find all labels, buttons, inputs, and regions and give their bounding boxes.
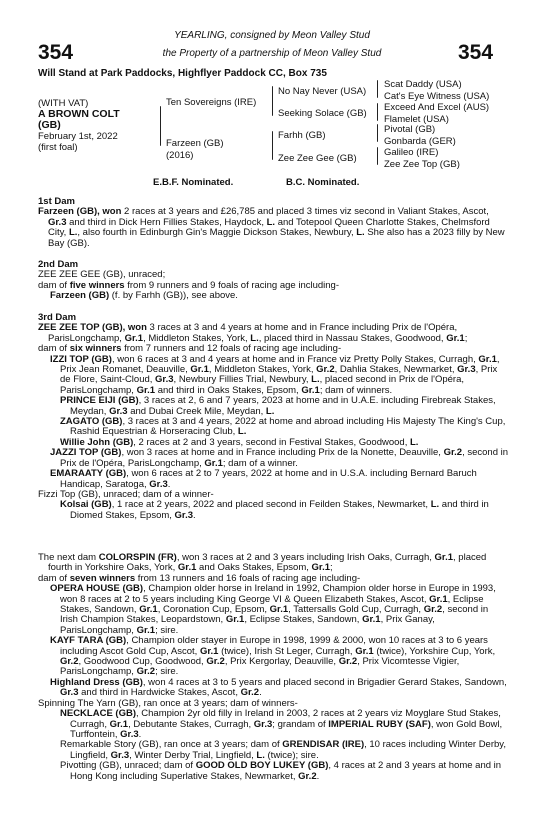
- kayf-tara-entry: KAYF TARA (GB), Champion older stayer in Europe in 1998, 1999 & 2000, won 10 races at 3 to 6 years including Ascot Gold Cup, Ascot, Gr.1 (twice), Irish St Leger, Curragh, Gr.1 (twice), Yorkshire Cup, York, Gr.2, Goodwood Cup, Goodwood, Gr.2, Prix Kergorlay, Deauville, Gr.2, Prix Vicomtesse Vigier, ParisLongchamp, Gr.2; sire.: [50, 635, 496, 678]
- third-dam-intro: ZEE ZEE TOP (GB), won 3 races at 3 and 4 years at home and in France including Prix de l'Opéra, ParisLongchamp, Gr.1, Middleton Stakes, York, L., placed third in Nassau Stakes, Goodwood, Gr.1;: [38, 322, 468, 344]
- third-dam-produce: dam of six winners from 7 runners and 12 foals of racing age including-: [38, 343, 342, 355]
- third-dam-heading: 3rd Dam: [38, 312, 77, 323]
- stand-location: Will Stand at Park Paddocks, Highflyer Paddock CC, Box 735: [38, 68, 327, 79]
- opera-house-entry: OPERA HOUSE (GB), Champion older horse in Ireland in 1992, Champion older horse in Europe in 1993, won 8 races at 2 to 5 years including King George VI & Queen Elizabeth Stakes, Ascot, Gr.1, Eclipse Stakes, Sandown, Gr.1, Coronation Cup, Epsom, Gr.1, Tattersalls Gold Cup, Curragh, Gr.2, second in Irish Champion Stakes, Leopardstown, Gr.1, Eclipse Stakes, Sandown, Gr.1, Prix Ganay, ParisLongchamp, Gr.1; sire.: [50, 583, 496, 636]
- dam-year: (2016): [166, 150, 194, 161]
- foaled-date: February 1st, 2022: [38, 131, 118, 142]
- horse-country: (GB): [38, 119, 61, 131]
- pedigree-brace-dam: [272, 131, 273, 160]
- consignment-line: YEARLING, consigned by Meon Valley Stud: [174, 30, 370, 41]
- dam-dam: Zee Zee Gee (GB): [278, 153, 357, 164]
- sire-dam: Seeking Solace (GB): [278, 108, 367, 119]
- willie-john-entry: Willie John (GB), 2 races at 2 and 3 years, second in Festival Stakes, Goodwood, L.: [60, 436, 419, 448]
- dd-sire: Galileo (IRE): [384, 147, 439, 158]
- ds-sire: Pivotal (GB): [384, 124, 436, 135]
- second-dam-farzeen: Farzeen (GB) (f. by Farhh (GB)), see above.: [50, 290, 238, 302]
- fizzi-top-entry: Fizzi Top (GB), unraced; dam of a winner-: [38, 488, 214, 500]
- third-dam-section: [38, 313, 508, 521]
- spinning-the-yarn-entry: Spinning The Yarn (GB), ran once at 3 years; dam of winners-: [38, 697, 298, 709]
- emaraaty-entry: EMARAATY (GB), won 6 races at 2 to 7 years, 2022 at home and in U.S.A. including Bernard Baruch Handicap, Saratoga, Gr.3.: [50, 468, 477, 490]
- pedigree-brace-ds: [377, 124, 378, 142]
- pedigree-brace-main: [160, 106, 161, 146]
- izzi-top-entry: IZZI TOP (GB), won 6 races at 3 and 4 years at home and in France viz Pretty Polly Stakes, Curragh, Gr.1, Prix Jean Romanet, Deauville, Gr.1, Middleton Stakes, York, Gr.2, Dahlia Stakes, Newmarket, Gr.3, Prix de Flore, Saint-Cloud, Gr.3, Newbury Fillies Trial, Newbury, L., placed second in Prix de l'Opéra, ParisLongchamp, Gr.1 and third in Oaks Stakes, Epsom, Gr.1; dam of winners.: [50, 353, 500, 396]
- pivotting-entry: Pivotting (GB), unraced; dam of GOOD OLD BOY LUKEY (GB), 4 races at 2 and 3 years at home and in Hong Kong including Superlative Stakes, Newmarket, Gr.2.: [60, 760, 502, 782]
- first-dam-text: Farzeen (GB), won 2 races at 3 years and £26,785 and placed 3 times viz second in Valiant Stakes, Ascot, Gr.3 and third in Dick Hern Fillies Stakes, Haydock, L. and Totepool Queen Charlotte Stakes, Chelmsford City, L., also fourth in Edinburgh Gin's Maggie Dickson Stakes, Newbury, L. She also has a 2023 filly by New Bay (GB).: [38, 206, 505, 249]
- second-dam-section: [38, 260, 508, 302]
- ss-dam: Cat's Eye Witness (USA): [384, 91, 490, 102]
- kolsai-entry: Kolsai (GB), 1 race at 2 years, 2022 and placed second in Feilden Stakes, Newmarket, L. and third in Diomed Stakes, Epsom, Gr.3.: [60, 499, 489, 521]
- sire: Ten Sovereigns (IRE): [166, 97, 257, 108]
- ds-dam: Gonbarda (GER): [384, 136, 456, 147]
- property-line: the Property of a partnership of Meon Valley Stud: [162, 48, 382, 59]
- pedigree-brace-dd: [377, 147, 378, 165]
- ss-sire: Scat Daddy (USA): [384, 79, 462, 90]
- dd-dam: Zee Zee Top (GB): [384, 159, 460, 170]
- next-dam-produce: dam of seven winners from 13 runners and 16 foals of racing age including-: [38, 572, 361, 584]
- pedigree-brace-sire: [272, 86, 273, 116]
- first-dam-heading: 1st Dam: [38, 196, 75, 207]
- horse-name: A BROWN COLT: [38, 108, 120, 120]
- dam-sire: Farhh (GB): [278, 130, 326, 141]
- ebf-nomination: E.B.F. Nominated.: [153, 177, 234, 188]
- prince-eiji-entry: PRINCE EIJI (GB), 3 races at 2, 6 and 7 years, 2023 at home and in U.A.E. including Firebreak Stakes, Meydan, Gr.3 and Dubai Creek Mile, Meydan, L.: [60, 395, 496, 417]
- lot-number-left: 354: [38, 41, 74, 64]
- second-dam-heading: 2nd Dam: [38, 259, 79, 270]
- dam: Farzeen (GB): [166, 138, 224, 149]
- remarkable-story-entry: Remarkable Story (GB), ran once at 3 years; dam of GRENDISAR (IRE), 10 races including Winter Derby, Lingfield, Gr.3, Winter Derby Trial, Lingfield, L. (twice); sire.: [60, 739, 506, 761]
- next-dam-intro: The next dam COLORSPIN (FR), won 3 races at 2 and 3 years including Irish Oaks, Curragh, Gr.1, placed fourth in Yorkshire Oaks, York, Gr.1 and Oaks Stakes, Epsom, Gr.1;: [38, 552, 487, 574]
- pedigree-brace-sd: [377, 103, 378, 121]
- sire-sire: No Nay Never (USA): [278, 86, 367, 97]
- pedigree-brace-ss: [377, 80, 378, 98]
- zagato-entry: ZAGATO (GB), 3 races at 3 and 4 years, 2022 at home and abroad including His Majesty The King's Cup, Rashid Equestrian & Horseracing Club, L.: [60, 416, 506, 438]
- highland-dress-entry: Highland Dress (GB), won 4 races at 3 to 5 years and placed second in Brigadier Gerard Stakes, Sandown, Gr.3 and third in Hardwicke Stakes, Ascot, Gr.2.: [50, 676, 507, 699]
- first-dam-section: [38, 197, 508, 249]
- sd-sire: Exceed And Excel (AUS): [384, 102, 490, 113]
- sd-dam: Flamelet (USA): [384, 114, 449, 125]
- second-dam-produce: dam of five winners from 9 runners and 9 foals of racing age including-: [38, 279, 340, 291]
- vat-note: (WITH VAT): [38, 98, 89, 109]
- bc-nomination: B.C. Nominated.: [286, 177, 360, 188]
- next-dam-section: [38, 553, 508, 782]
- foal-note: (first foal): [38, 142, 78, 153]
- jazzi-top-entry: JAZZI TOP (GB), won 3 races at home and in France including Prix de la Nonette, Deauville, Gr.2, second in Prix de l'Opéra, ParisLongchamp, Gr.1; dam of a winner.: [50, 447, 509, 469]
- second-dam-name: ZEE ZEE GEE (GB), unraced;: [38, 269, 166, 281]
- necklace-entry: NECKLACE (GB), Champion 2yr old filly in Ireland in 2003, 2 races at 2 years viz Moyglare Stud Stakes, Curragh, Gr.1, Debutante Stakes, Curragh, Gr.3; grandam of IMPERIAL RUBY (SAF), won Gold Bowl, Turffontein, Gr.3.: [60, 708, 503, 740]
- lot-number-right: 354: [458, 41, 494, 64]
